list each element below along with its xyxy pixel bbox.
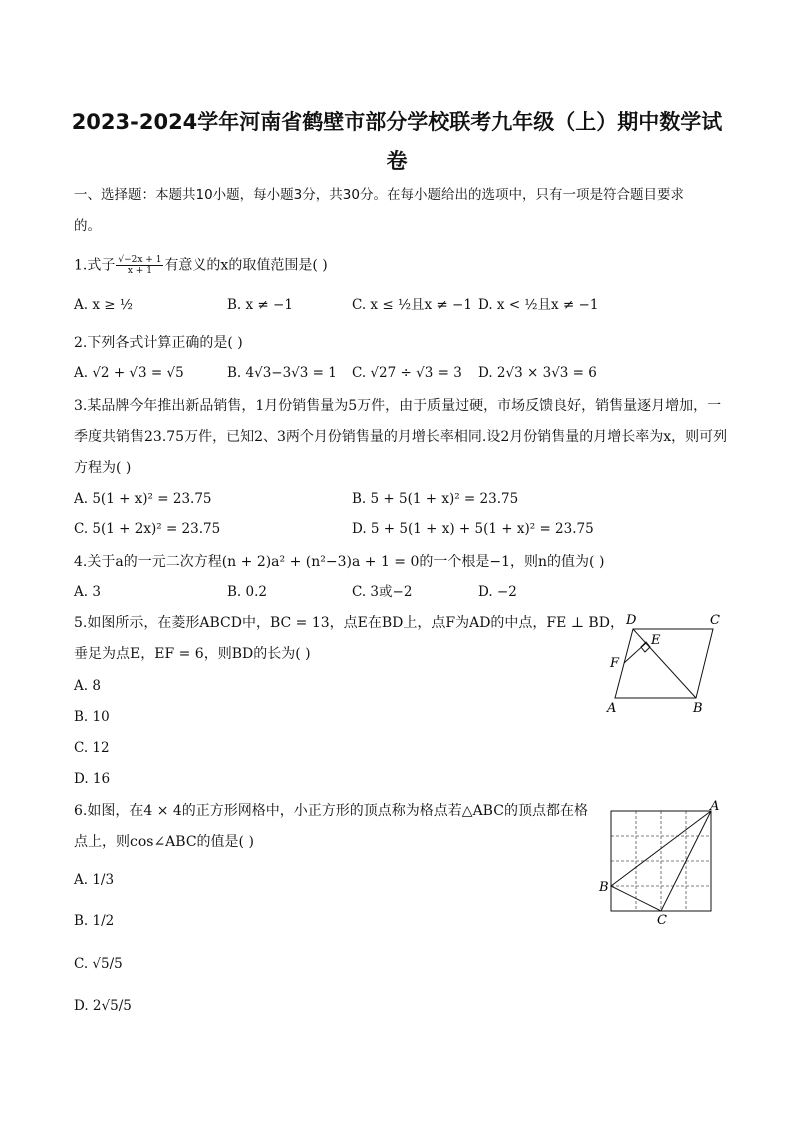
q4-option-b[interactable]: B. 0.2 bbox=[227, 584, 267, 600]
q6-option-b[interactable]: B. 1/2 bbox=[74, 913, 115, 929]
label-d: D bbox=[626, 613, 637, 628]
q2-option-d[interactable]: D. 2√3 × 3√3 = 6 bbox=[478, 365, 597, 381]
q3-option-a[interactable]: A. 5(1 + x)² = 23.75 bbox=[74, 491, 212, 507]
q4-stem: 4.关于a的一元二次方程(n + 2)a² + (n²−3)a + 1 = 0的一个根是−1，则n的值为( ) bbox=[74, 554, 605, 570]
label-f: F bbox=[610, 656, 620, 671]
q5-option-b[interactable]: B. 10 bbox=[74, 709, 110, 725]
q1-stem-prefix: 1.式子 bbox=[74, 257, 116, 274]
q6-option-d[interactable]: D. 2√5/5 bbox=[74, 998, 132, 1014]
q5-stem-line1: 5.如图所示，在菱形ABCD中，BC = 13，点E在BD上，点F为AD的中点，FE ⊥ BD， bbox=[74, 615, 624, 631]
q3-stem-line3: 方程为( ) bbox=[74, 460, 132, 476]
q6-option-c[interactable]: C. √5/5 bbox=[74, 956, 123, 972]
q3-option-c[interactable]: C. 5(1 + 2x)² = 23.75 bbox=[74, 521, 221, 537]
q6-grid-figure bbox=[596, 800, 726, 930]
q5-rhombus-figure bbox=[600, 608, 730, 718]
q1-stem bbox=[74, 255, 328, 276]
section1-intro-line1: 一、选择题：本题共10小题，每小题3分，共30分。在每小题给出的选项中，只有一项是符合题目要求 bbox=[74, 187, 684, 203]
q4-option-a[interactable]: A. 3 bbox=[74, 584, 101, 600]
q3-stem-line2: 季度共销售23.75万件，已知2、3两个月份销售量的月增长率相同.设2月份销售量的月增长率为x，则可列 bbox=[74, 429, 728, 445]
q1-frac-denominator: x + 1 bbox=[127, 266, 152, 276]
q1-option-c[interactable]: C. x ≤ ½且x ≠ −1 bbox=[352, 297, 472, 313]
q2-option-c[interactable]: C. √27 ÷ √3 = 3 bbox=[352, 365, 462, 381]
exam-title-line2: 卷 bbox=[386, 149, 408, 173]
q4-option-d[interactable]: D. −2 bbox=[478, 584, 517, 600]
diagonal-bd bbox=[633, 629, 696, 698]
q5-option-a[interactable]: A. 8 bbox=[74, 678, 101, 694]
q2-stem: 2.下列各式计算正确的是( ) bbox=[74, 335, 243, 351]
q6-option-a[interactable]: A. 1/3 bbox=[74, 872, 115, 888]
label-e: E bbox=[651, 633, 661, 648]
q1-option-d[interactable]: D. x < ½且x ≠ −1 bbox=[478, 297, 599, 313]
q6-stem-line1: 6.如图，在4 × 4的正方形网格中，小正方形的顶点称为格点若△ABC的顶点都在格 bbox=[74, 803, 588, 819]
grid-label-b: B bbox=[599, 880, 609, 895]
q6-stem-line2: 点上，则cos∠ABC的值是( ) bbox=[74, 834, 254, 850]
q1-option-a[interactable]: A. x ≥ ½ bbox=[74, 297, 133, 313]
label-a: A bbox=[607, 701, 617, 716]
q1-stem-suffix: 有意义的x的取值范围是( ) bbox=[164, 257, 328, 274]
q2-option-b[interactable]: B. 4√3−3√3 = 1 bbox=[227, 365, 337, 381]
label-c: C bbox=[710, 613, 720, 628]
q3-option-d[interactable]: D. 5 + 5(1 + x) + 5(1 + x)² = 23.75 bbox=[352, 521, 594, 537]
label-b: B bbox=[693, 701, 703, 716]
q5-stem-line2: 垂足为点E，EF = 6，则BD的长为( ) bbox=[74, 646, 311, 662]
grid-label-a: A bbox=[710, 800, 720, 814]
section1-intro-line2: 的。 bbox=[74, 218, 101, 234]
q4-option-c[interactable]: C. 3或−2 bbox=[352, 584, 413, 600]
q5-option-d[interactable]: D. 16 bbox=[74, 771, 111, 787]
exam-title-line1: 2023-2024学年河南省鹤壁市部分学校联考九年级（上）期中数学试 bbox=[71, 110, 723, 134]
q1-frac-numerator: √−2x + 1 bbox=[118, 255, 162, 265]
q5-option-c[interactable]: C. 12 bbox=[74, 740, 110, 756]
q3-stem-line1: 3.某品牌今年推出新品销售，1月份销售量为5万件，由于质量过硬，市场反馈良好，销售量逐月增加，一 bbox=[74, 398, 722, 414]
grid-label-c: C bbox=[657, 913, 667, 928]
q1-option-b[interactable]: B. x ≠ −1 bbox=[227, 297, 293, 313]
q3-option-b[interactable]: B. 5 + 5(1 + x)² = 23.75 bbox=[352, 491, 519, 507]
q2-option-a[interactable]: A. √2 + √3 = √5 bbox=[74, 365, 184, 381]
